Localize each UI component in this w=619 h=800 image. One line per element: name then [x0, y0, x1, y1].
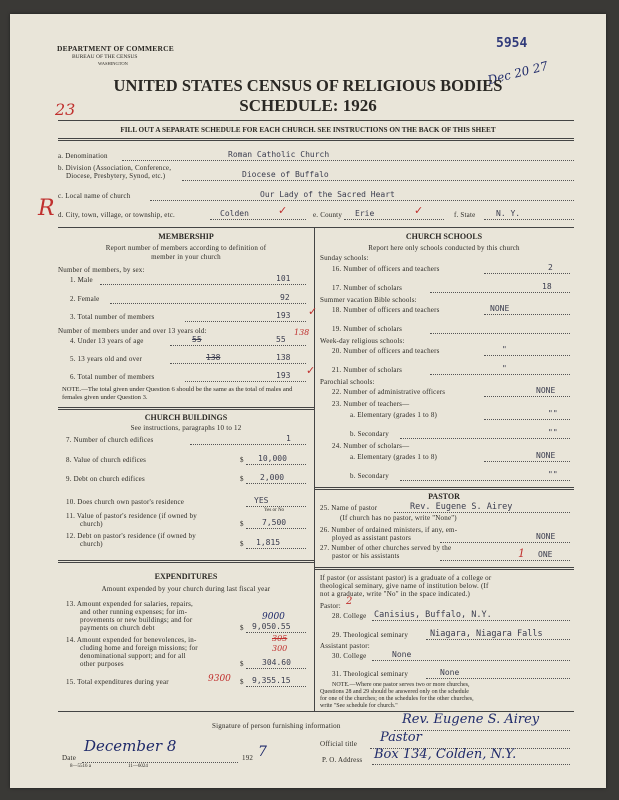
po-address-label: P. O. Address [322, 756, 363, 764]
q14-label-line2: cluding home and foreign missions; for [80, 644, 198, 652]
division-value: Diocese of Buffalo [242, 170, 329, 179]
q26-value: NONE [536, 532, 556, 541]
dollar-sign: $ [240, 678, 244, 686]
form-code-secondary: 11—6024 [128, 764, 148, 769]
value-residence-label-line1: 11. Value of pastor's residence (if owned by [66, 512, 197, 520]
q13-label-line3: provements or new buildings; and for [80, 616, 193, 624]
debt-residence-label-line2: church) [80, 540, 103, 548]
pastor-note-line1: NOTE.—Where one pastor serves two or more churches, [332, 682, 470, 688]
city-label: WASHINGTON [98, 61, 128, 66]
q24a-label: a. Elementary (grades 1 to 8) [350, 453, 438, 461]
q31-value: None [440, 668, 460, 677]
red-checkmark-icon: ✓ [278, 205, 288, 217]
pastor-note-line2: Questions 28 and 29 should be answered only on the schedule [320, 689, 469, 695]
po-address-value: Box 134, Colden, N.Y. [374, 747, 517, 762]
church-edifices-label: 7. Number of church edifices [66, 436, 154, 444]
male-value: 101 [276, 274, 291, 283]
q13-value: 9,050.55 [252, 622, 291, 631]
year-prefix: 192 [242, 754, 254, 762]
q27-red-note: 1 [518, 547, 525, 560]
over-13-value: 138 [276, 353, 291, 362]
separate-schedule-instruction: FILL OUT A SEPARATE SCHEDULE FOR EACH CHURCH. SEE INSTRUCTIONS ON THE BACK OF THIS SHEET [120, 126, 496, 134]
red-checkmark-icon: ✓ [308, 306, 318, 318]
department-label: DEPARTMENT OF COMMERCE [57, 44, 174, 53]
q23-label: 23. Number of teachers— [332, 400, 410, 408]
dollar-sign: $ [240, 660, 244, 668]
q22-value: NONE [536, 386, 556, 395]
q27-label-line2: pastor or his assistants [332, 552, 400, 560]
q28-value: Canisius, Buffalo, N.Y. [374, 610, 492, 620]
signature-label: Signature of person furnishing information [212, 722, 341, 730]
q23b-value: "" [548, 428, 558, 437]
q27-value: ONE [538, 550, 553, 559]
church-buildings-subtitle: See instructions, paragraphs 10 to 12 [130, 424, 242, 432]
expenditures-subtitle: Amount expended by your church during last fiscal year [101, 585, 271, 593]
q27-label-line1: 27. Number of other churches served by the [320, 544, 452, 552]
value-edifices-label: 8. Value of church edifices [66, 456, 147, 464]
pastor-note-line4: write "See schedule for church." [320, 703, 398, 709]
sunday-schools-label: Sunday schools: [320, 254, 369, 262]
county-value: Erie [355, 209, 375, 218]
q15-red-note: 9300 [208, 674, 231, 684]
date-value: December 8 [84, 737, 177, 755]
q29-value: Niagara, Niagara Falls [430, 629, 543, 639]
under-13-label: 4. Under 13 years of age [70, 337, 144, 345]
q14-label-line4: other purposes [80, 660, 124, 668]
under-13-value: 55 [276, 335, 286, 344]
q14-label-line1: 14. Amount expended for benevolences, in- [66, 636, 197, 644]
total-members-label: 3. Total number of members [70, 313, 155, 321]
owns-residence-label: 10. Does church own pastor's residence [66, 498, 185, 506]
q15-value: 9,355.15 [252, 676, 291, 685]
over-13-struck-value: 138 [206, 353, 221, 362]
church-schools-intro: Report here only schools conducted by this church [368, 244, 520, 252]
weekday-schools-label: Week-day religious schools: [320, 337, 405, 345]
q26-label-line2: ployed as assistant pastors [332, 534, 412, 542]
pastor-name-value: Rev. Eugene S. Airey [410, 502, 513, 512]
over-13-label: 5. 13 years old and over [70, 355, 143, 363]
q17-label: 17. Number of scholars [332, 284, 403, 292]
q16-label: 16. Number of officers and teachers [332, 265, 440, 273]
county-label: e. County [313, 211, 343, 219]
form-title: UNITED STATES CENSUS OF RELIGIOUS BODIES [113, 76, 503, 95]
q14-label-line3: denominational support; and for all [80, 652, 186, 660]
age-intro-label: Number of members under and over 13 years old: [58, 327, 207, 335]
city-value: Colden [220, 209, 249, 218]
debt-residence-label-line1: 12. Debt on pastor's residence (if owned by [66, 532, 196, 540]
dollar-sign: $ [240, 520, 244, 528]
debt-edifices-label: 9. Debt on church edifices [66, 475, 145, 483]
membership-intro-line2: member in your church [151, 253, 221, 261]
bureau-label: BUREAU OF THE CENSUS [72, 54, 138, 60]
denomination-value: Roman Catholic Church [228, 150, 330, 159]
form-subtitle: SCHEDULE: 1926 [239, 96, 377, 115]
date-label: Date [62, 754, 77, 762]
q15-label: 15. Total expenditures during year [66, 678, 169, 686]
denomination-label: a. Denomination [58, 152, 108, 160]
local-name-label: c. Local name of church [58, 192, 131, 200]
value-edifices-value: 10,000 [258, 454, 287, 463]
q24a-value: NONE [536, 451, 556, 460]
owns-residence-value: YES [254, 496, 269, 505]
graduate-intro-line3: not a graduate, write "No" in the space indicated.) [320, 590, 471, 598]
female-value: 92 [280, 293, 290, 302]
received-date-stamp: Dec 20 27 [486, 58, 550, 88]
q21-label: 21. Number of scholars [332, 366, 403, 374]
graduate-intro-line1: If pastor (or assistant pastor) is a graduate of a college or [320, 574, 492, 582]
under-13-struck-value: 55 [192, 335, 202, 344]
pastor-name-hint: (If church has no pastor, write "None") [340, 514, 457, 522]
form-code: 8—5516 a [70, 764, 91, 769]
state-value: N. Y. [496, 209, 521, 218]
year-handwritten-digit: 7 [258, 744, 267, 760]
debt-residence-value: 1,815 [256, 538, 281, 547]
value-residence-label-line2: church) [80, 520, 103, 528]
dollar-sign: $ [240, 624, 244, 632]
value-residence-value: 7,500 [262, 518, 287, 527]
under-13-red-note: 138 [294, 328, 310, 337]
dollar-sign: $ [240, 456, 244, 464]
state-label: f. State [454, 211, 476, 219]
q13-label-line4: payments on church debt [80, 624, 155, 632]
q30-label: 30. College [332, 652, 367, 660]
q16-value: 2 [548, 263, 553, 272]
q20-value: " [502, 345, 507, 354]
schedule-number: 5954 [496, 36, 528, 51]
q19-label: 19. Number of scholars [332, 325, 403, 333]
official-title-value: Pastor [380, 730, 422, 745]
pastor-red-note: 2 [346, 596, 353, 607]
q14-value: 304.60 [262, 658, 291, 667]
q23a-value: "" [548, 409, 558, 418]
pastor-heading: PASTOR [428, 492, 460, 501]
q29-label: 29. Theological seminary [332, 631, 409, 639]
red-checkmark-icon: ✓ [306, 365, 316, 377]
division-label-line1: b. Division (Association, Conference, [58, 164, 172, 172]
q30-value: None [392, 650, 412, 659]
q24-label: 24. Number of scholars— [332, 442, 410, 450]
total-members-age-value: 193 [276, 371, 291, 380]
q14-red-note: 300 [272, 644, 288, 653]
q25-label: 25. Name of pastor [320, 504, 378, 512]
church-schools-heading: CHURCH SCHOOLS [405, 232, 483, 241]
q20-label: 20. Number of officers and teachers [332, 347, 440, 355]
red-handwritten-number: 23 [55, 100, 76, 119]
q23a-label: a. Elementary (grades 1 to 8) [350, 411, 438, 419]
parochial-schools-label: Parochial schools: [320, 378, 375, 386]
membership-note: NOTE.—The total given under Question 6 should be the same as the total of males and females given under Question 3. [62, 386, 293, 401]
graduate-intro-line2: theological seminary, give name of institution below. (If [320, 582, 489, 590]
total-members-value: 193 [276, 311, 291, 320]
church-edifices-value: 1 [286, 434, 291, 443]
pastor-subheading: Pastor: [320, 602, 341, 610]
q13-label-line1: 13. Amount expended for salaries, repairs, [66, 600, 193, 608]
q24b-value: "" [548, 470, 558, 479]
dollar-sign: $ [240, 540, 244, 548]
red-checkmark-icon: ✓ [414, 205, 424, 217]
dollar-sign: $ [240, 475, 244, 483]
q21-value: " [502, 364, 507, 373]
pastor-note-line3: for one of the churches; on the schedules for the other churches, [320, 696, 474, 702]
signature-value: Rev. Eugene S. Airey [402, 712, 540, 727]
q13-label-line2: and other running expenses; for im- [80, 608, 188, 616]
q14-red-note-struck: 305 [272, 634, 288, 643]
female-label: 2. Female [70, 295, 100, 303]
q23b-label: b. Secondary [350, 430, 389, 438]
census-schedule-sheet [10, 14, 606, 788]
red-check-letter: R [38, 196, 55, 221]
members-by-sex-label: Number of members, by sex: [58, 266, 145, 274]
q24b-label: b. Secondary [350, 472, 389, 480]
yes-or-no-hint: Yes or No [264, 508, 285, 513]
official-title-label: Official title [320, 740, 358, 748]
expenditures-heading: EXPENDITURES [154, 572, 218, 581]
debt-edifices-value: 2,000 [260, 473, 285, 482]
q26-label-line1: 26. Number of ordained ministers, if any, em- [320, 526, 458, 534]
q13-handwritten-value: 9000 [262, 612, 285, 622]
church-buildings-heading: CHURCH BUILDINGS [144, 413, 228, 422]
division-label-line2: Diocese, Presbytery, Synod, etc.) [66, 172, 166, 180]
summer-schools-label: Summer vacation Bible schools: [320, 296, 417, 304]
assistant-pastor-subheading: Assistant pastor: [320, 642, 370, 650]
total-members-age-label: 6. Total number of members [70, 373, 155, 381]
local-name-value: Our Lady of the Sacred Heart [260, 190, 395, 199]
q17-value: 18 [542, 282, 552, 291]
membership-intro-line1: Report number of members according to definition of [105, 244, 267, 252]
q31-label: 31. Theological seminary [332, 670, 409, 678]
male-label: 1. Male [70, 276, 93, 284]
q18-label: 18. Number of officers and teachers [332, 306, 440, 314]
membership-heading: MEMBERSHIP [158, 232, 214, 241]
city-label: d. City, town, village, or township, etc. [58, 211, 176, 219]
q28-label: 28. College [332, 612, 367, 620]
q22-label: 22. Number of administrative officers [332, 388, 446, 396]
q18-value: NONE [490, 304, 510, 313]
